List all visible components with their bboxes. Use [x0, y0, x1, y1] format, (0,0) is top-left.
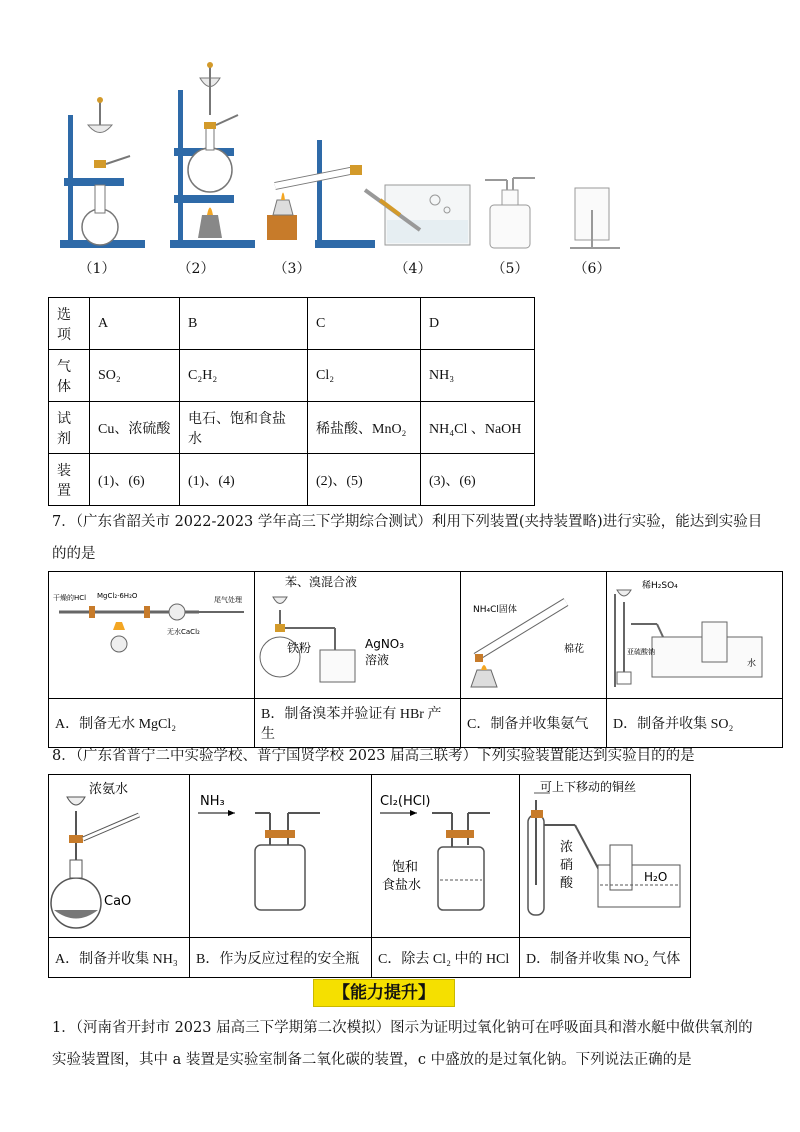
- cell: 电石、饱和食盐水: [180, 402, 308, 454]
- label: 苯、溴混合液: [285, 575, 358, 589]
- options-table: [48, 297, 535, 506]
- apparatus-5: [485, 178, 535, 248]
- apparatus-label-2: （2）: [177, 261, 215, 277]
- label: 浓: [560, 840, 574, 855]
- label: H₂O: [644, 870, 668, 884]
- label: 可上下移动的铜丝: [540, 780, 637, 794]
- q8-option-c[interactable]: C．除去 Cl₂ 中的 HCl: [372, 938, 520, 978]
- q7-option-b[interactable]: B．制备溴苯并验证有 HBr 产生: [255, 699, 461, 748]
- label: 稀H₂SO₄: [642, 581, 678, 591]
- row-head: 气体: [49, 350, 90, 402]
- apparatus-label-6: （6）: [573, 261, 611, 277]
- q8-figure-d: [520, 775, 691, 938]
- q7-figure-table: [48, 571, 783, 748]
- q7-figure-c: [461, 572, 607, 699]
- label: 尾气处理: [214, 596, 242, 604]
- label: 棉花: [564, 644, 584, 655]
- cell: 稀盐酸、MnO₂: [308, 402, 421, 454]
- q1-stem-line1: 1．（河南省开封市 2023 届高三下学期第二次模拟）图示为证明过氧化钠可在呼吸面具和潜水艇中做供氧剂的: [52, 1020, 753, 1036]
- cell: Cu、浓硫酸: [90, 402, 180, 454]
- q8-figure-b: [190, 775, 372, 938]
- label: 干燥的HCl: [53, 594, 87, 602]
- apparatus-4: [365, 185, 470, 245]
- cell: C: [308, 298, 421, 350]
- cell: (3)、(6): [421, 454, 535, 506]
- q7-stem-line2: 的的是: [52, 546, 96, 562]
- q7-option-a[interactable]: A．制备无水 MgCl₂: [49, 699, 255, 748]
- table-row: [49, 938, 691, 978]
- apparatus-1: [60, 97, 145, 248]
- cell: (1)、(6): [90, 454, 180, 506]
- apparatus-label-5: （5）: [491, 261, 529, 277]
- cell: NH₄Cl 、NaOH: [421, 402, 535, 454]
- q8-stem-line1: 8．（广东省普宁二中实验学校、普宁国贤学校 2023 届高三联考）下列实验装置能达到实验目的的是: [52, 748, 695, 764]
- q8-figure-a: [49, 775, 190, 938]
- cell: NH₃: [421, 350, 535, 402]
- cell: (1)、(4): [180, 454, 308, 506]
- label: 铁粉: [287, 641, 312, 655]
- label: 溶液: [365, 653, 390, 667]
- label: NH₃: [200, 794, 225, 809]
- apparatus-label-3: （3）: [273, 261, 311, 277]
- cell: C₂H₂: [180, 350, 308, 402]
- cell: D: [421, 298, 535, 350]
- table-row: [49, 775, 691, 938]
- table-row: [49, 402, 535, 454]
- q8-figure-table: [48, 774, 691, 978]
- cell: B: [180, 298, 308, 350]
- label: 亚硫酸钠: [627, 648, 655, 656]
- table-row: [49, 298, 535, 350]
- table-row: [49, 454, 535, 506]
- q7-figure-a: [49, 572, 255, 699]
- q1-stem-line2: 实验装置图，其中 a 装置是实验室制备二氧化碳的装置，c 中盛放的是过氧化钠。下列说法正确的是: [52, 1052, 692, 1068]
- q7-option-c[interactable]: C．制备并收集氨气: [461, 699, 607, 748]
- label: 酸: [560, 876, 574, 891]
- cell: Cl₂: [308, 350, 421, 402]
- apparatus-label-4: （4）: [394, 261, 432, 277]
- q8-option-d[interactable]: D．制备并收集 NO₂ 气体: [520, 938, 691, 978]
- apparatus-label-1: （1）: [78, 261, 116, 277]
- cell: A: [90, 298, 180, 350]
- label: Cl₂(HCl): [380, 794, 431, 809]
- cell: SO₂: [90, 350, 180, 402]
- label: AgNO₃: [365, 637, 405, 651]
- q7-figure-d: [607, 572, 783, 699]
- label: 饱和: [392, 860, 419, 875]
- q7-option-d[interactable]: D．制备并收集 SO₂: [607, 699, 783, 748]
- cell: (2)、(5): [308, 454, 421, 506]
- label: 无水CaCl₂: [167, 628, 200, 636]
- apparatus-figure-row: [50, 60, 640, 280]
- label: 硝: [560, 858, 574, 873]
- q7-figure-b: [255, 572, 461, 699]
- label: 水: [747, 659, 757, 669]
- row-head: 选项: [49, 298, 90, 350]
- q8-option-b[interactable]: B．作为反应过程的安全瓶: [190, 938, 372, 978]
- table-row: [49, 350, 535, 402]
- label: 食盐水: [382, 878, 422, 893]
- section-banner: 【能力提升】: [313, 979, 455, 1007]
- label: 浓氨水: [89, 782, 129, 797]
- label: CaO: [104, 894, 132, 909]
- label: NH₄Cl固体: [473, 605, 517, 615]
- apparatus-6: [570, 188, 620, 248]
- label: MgCl₂·6H₂O: [97, 592, 138, 600]
- row-head: 装置: [49, 454, 90, 506]
- q7-stem-line1: 7．（广东省韶关市 2022-2023 学年高三下学期综合测试）利用下列装置(夹持装置略)进行实验，能达到实验目: [52, 514, 763, 530]
- table-row: [49, 572, 783, 699]
- apparatus-3: [267, 140, 375, 248]
- q8-figure-c: [372, 775, 520, 938]
- q8-option-a[interactable]: A．制备并收集 NH₃: [49, 938, 190, 978]
- row-head: 试剂: [49, 402, 90, 454]
- apparatus-2: [170, 62, 255, 248]
- table-row: [49, 699, 783, 748]
